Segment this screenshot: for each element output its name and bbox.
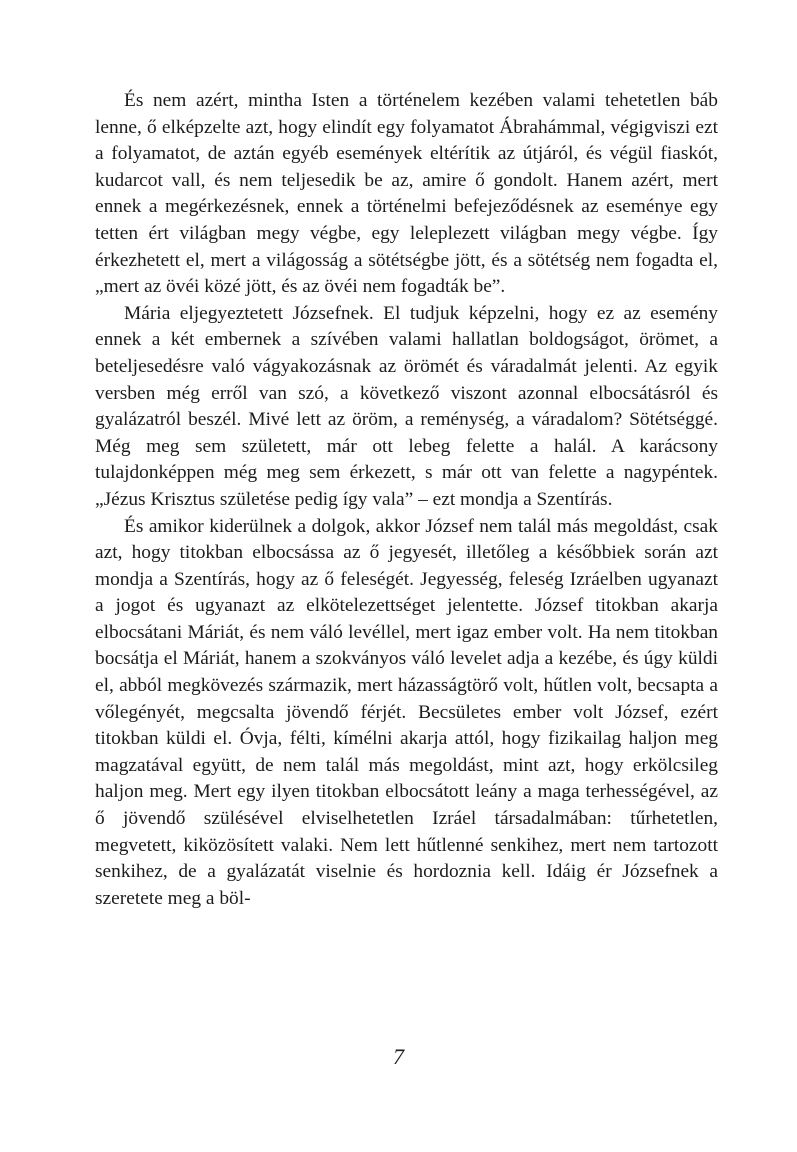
paragraph-3: És amikor kiderülnek a dolgok, akkor József nem talál más megoldást, csak azt, hogy titokban elbocsássa az ő jegyesét, illetőleg a későbbiek során azt mondja a Szentírás, hogy az ő feleségét. Jegyesség, feleség Izráelben ugyanazt a jogot és ugyanazt az elkötelezettséget jelentette. József titokban akarja elbocsátani Máriát, és nem váló levéllel, mert igaz ember volt. Ha nem titokban bocsátja el Máriát, hanem a szokványos váló levelet adja a kezébe, és úgy küldi el, abból megkövezés származik, mert házasságtörő volt, hűtlen volt, becsapta a vőlegényét, megcsalta jövendő férjét. Becsületes ember volt József, ezért titokban küldi el. Óvja, félti, kímélni akarja attól, hogy fizikailag haljon meg magzatával együtt, de nem talál más megoldást, mint azt, hogy erkölcsileg haljon meg. Mert egy ilyen titokban elbocsátott leány a maga terhességével, az ő jövendő szülésével elviselhetetlen Izráel társadalmában: tűrhetetlen, megvetett, kiközösített valaki. Nem lett hűtlenné senkihez, mert nem tartozott senkihez, de a gyalázatát viselnie és hordoznia kell. Idáig ér Józsefnek a szeretete meg a böl- [95,515,718,909]
paragraph-2: Mária eljegyeztetett Józsefnek. El tudjuk képzelni, hogy ez az esemény ennek a két embernek a szívében valami hallatlan boldogságot, örömet, a beteljesedésre való vágyakozásnak az örömét és váradalmát jelenti. Az egyik versben még erről van szó, a következő viszont azonnal elbocsátásról és gyalázatról beszél. Mivé lett az öröm, a reménység, a váradalom? Sötétséggé. Még meg sem született, már ott lebeg felette a halál. A karácsony tulajdonképpen még meg sem érkezett, s már ott van felette a nagypéntek. „Jézus Krisztus születése pedig így vala” – ezt mondja a Szentírás. [95,302,718,510]
page-number: 7 [393,1044,404,1069]
paragraph-1: És nem azért, mintha Isten a történelem kezében valami tehetetlen báb lenne, ő elképzelte azt, hogy elindít egy folyamatot Ábrahámmal, végigviszi ezt a folyamatot, de aztán egyéb események eltérítik az útjáról, és végül fiaskót, kudarcot vall, és nem teljesedik be az, amire ő gondolt. Hanem azért, mert ennek a megérkezésnek, ennek a történelmi befejeződésnek az eseménye egy tetten ért világban megy végbe, egy leleplezett világban megy végbe. Így érkezhetett el, mert a világosság a sötétségbe jött, és a sötétség nem fogadta el, „mert az övéi közé jött, és az övéi nem fogadták be”. [95,90,718,298]
body-text [95,88,718,912]
